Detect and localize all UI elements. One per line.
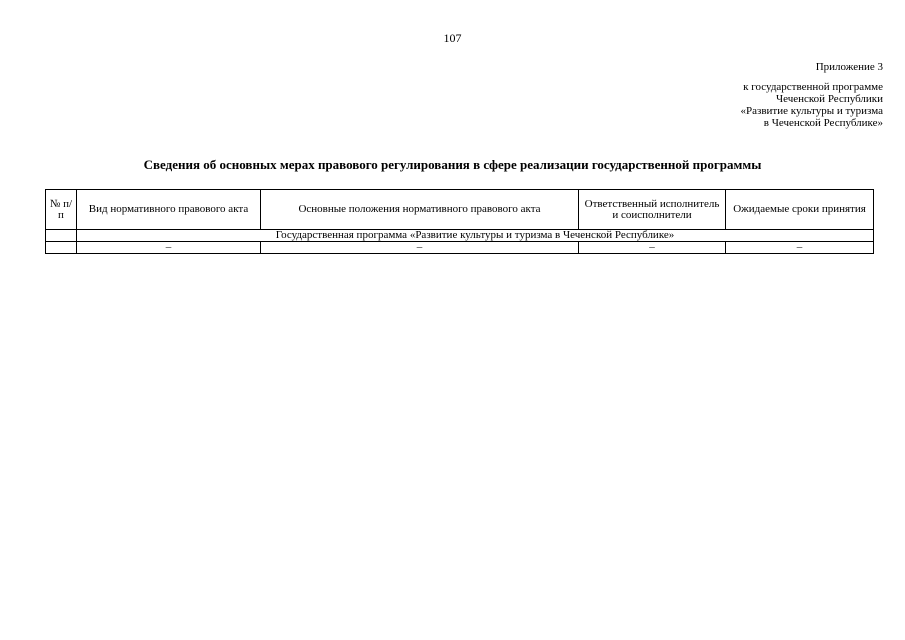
table-row bbox=[46, 242, 874, 254]
appendix-block bbox=[741, 61, 884, 129]
appendix-line: Чеченской Республики bbox=[775, 93, 883, 105]
header-expected-dates: Ожидаемые сроки принятия bbox=[726, 190, 874, 230]
appendix-line: к государственной программе bbox=[743, 81, 883, 93]
section-number-cell bbox=[46, 230, 77, 242]
table-cell: – bbox=[77, 242, 261, 254]
appendix-line: в Чеченской Республике» bbox=[763, 117, 883, 129]
section-title: Государственная программа «Развитие культуры и туризма в Чеченской Республике» bbox=[77, 230, 874, 242]
table-cell: – bbox=[726, 242, 874, 254]
header-number: № п/п bbox=[46, 190, 77, 230]
table-header-row bbox=[46, 190, 874, 230]
appendix-title: Приложение 3 bbox=[815, 61, 883, 73]
header-responsible-executor: Ответственный исполнитель и соисполнители bbox=[579, 190, 726, 230]
table-cell bbox=[46, 242, 77, 254]
table-cell: – bbox=[261, 242, 579, 254]
section-row bbox=[46, 230, 874, 242]
header-main-provisions: Основные положения нормативного правового акта bbox=[261, 190, 579, 230]
table-cell: – bbox=[579, 242, 726, 254]
header-act-type: Вид нормативного правового акта bbox=[77, 190, 261, 230]
document-title: Сведения об основных мерах правового регулирования в сфере реализации государственной программы bbox=[143, 157, 762, 172]
page-number: 107 bbox=[443, 31, 462, 45]
measures-table bbox=[45, 189, 874, 254]
appendix-line: «Развитие культуры и туризма bbox=[740, 105, 883, 117]
